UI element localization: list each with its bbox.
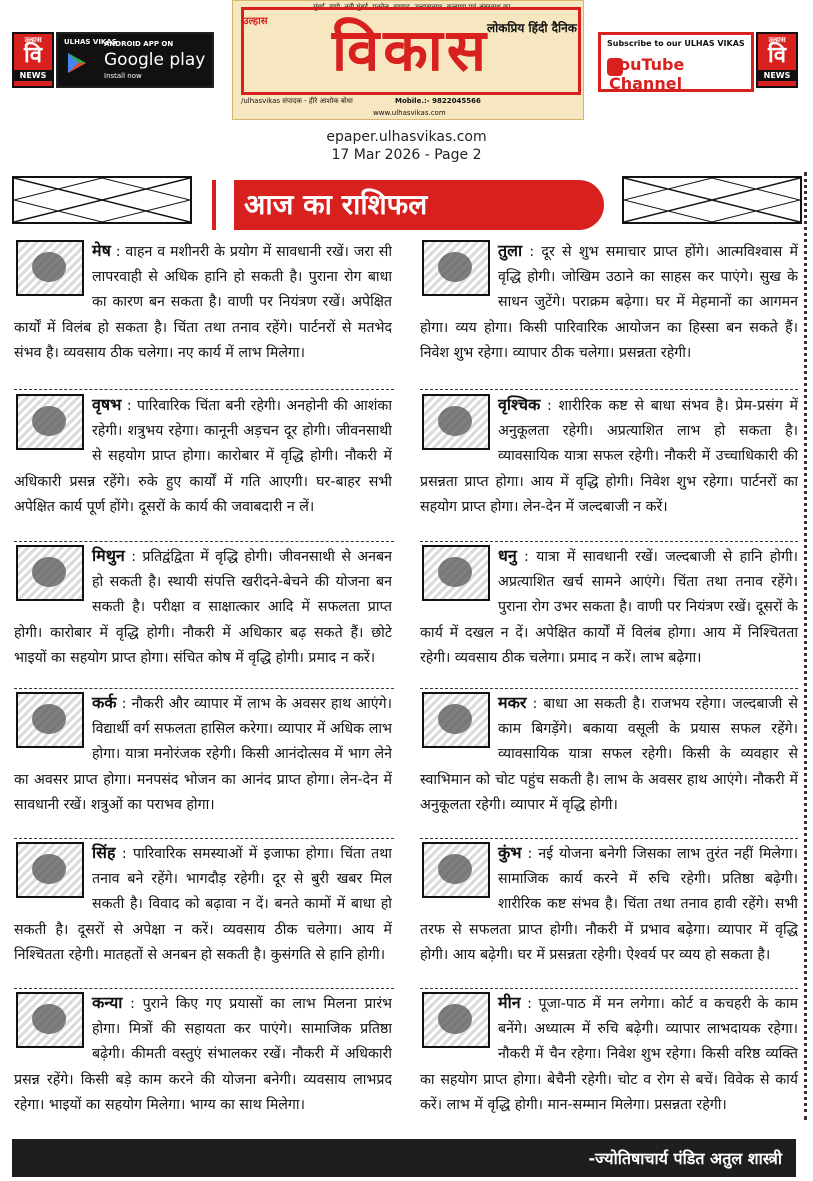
sign-name: वृषभ bbox=[92, 395, 122, 414]
horoscope-entry-meen: मीन : पूजा-पाठ में मन लगेगा। कोर्ट व कचहरी के काम बनेंगे। अध्यात्म में रुचि बढ़ेगी। व्यापार लाभदायक रहेगा। नौकरी में चैन रहेगा। निवेश शुभ रहेगा। किसी वरिष्ठ व्यक्ति का सहयोग प्राप्त होगा। बेचैनी रहेगी। चोट व रोग से बचें। विवेक से कार्य करें। लाभ में वृद्धि होगी। मान-सम्मान मिलेगा। प्रसन्नता रहेगी। bbox=[420, 993, 798, 1113]
sign-name: मकर bbox=[498, 693, 527, 712]
news-logo-left bbox=[12, 32, 54, 88]
entry-separator bbox=[14, 988, 394, 989]
sign-name: तुला bbox=[498, 241, 523, 260]
horoscope-entry-makar: मकर : बाधा आ सकती है। राजभय रहेगा। जल्दबाजी से काम बिगड़ेंगे। बकाया वसूली के प्रयास सफल रहेंगे। व्यावसायिक यात्रा सफल रहेगी। किसी के व्यवहार से स्वाभिमान को चोट पहुंच सकती है। लाभ के अवसर हाथ आएंगे। नौकरी में अनुकूलता रहेगी। व्यापार में वृद्धि होगी। bbox=[420, 693, 798, 813]
sign-text: प्रतिद्वंद्विता में वृद्धि होगी। जीवनसाथी से अनबन हो सकती है। स्थायी संपत्ति खरीदने-बेचने की योजना बन सकती है। परीक्षा व साक्षात्कार आदि में सफलता प्राप्त होगी। कारोबार में वृद्धि होगी। नौकरी में अधिकार बढ़ सकते हैं। छोटे भाइयों का सहयोग प्राप्त होगा। संचित कोष में वृद्धि होगी। प्रमाद न करें। bbox=[14, 549, 392, 666]
sign-text: वाहन व मशीनरी के प्रयोग में सावधानी रखें। जरा सी लापरवाही से अधिक हानि हो सकती है। पुराना रोग बाधा का कारण बन सकता है। वाणी पर नियंत्रण रखें। अपेक्षित कार्यों में विलंब हो सकता है। चिंता तथा तनाव रहेंगे। पार्टनरों से मतभेद संभव है। व्यवसाय ठीक चलेगा। नए कार्य में लाभ मिलेगा। bbox=[14, 244, 392, 361]
app-name-label: ULHAS VIKAS bbox=[64, 38, 117, 46]
sign-text: नई योजना बनेगी जिसका लाभ तुरंत नहीं मिलेगा। सामाजिक कार्य करने में रुचि रहेगी। प्रतिष्ठा बढ़ेगी। शारीरिक कष्ट संभव है। चिंता तथा तनाव हावी रहेंगे। सभी तरफ से सफलता प्राप्त होगी। नौकरी में प्रभाव बढ़ेगा। व्यापार में वृद्धि होगी। आय बढ़ेगी। घर में प्रसन्नता रहेगी। ऐश्वर्य पर व्यय हो सकता है। bbox=[420, 846, 798, 963]
aries-icon bbox=[16, 240, 84, 296]
news-logo-small-text: उल्हास bbox=[768, 36, 786, 44]
cancer-icon bbox=[16, 692, 84, 748]
sign-name: मिथुन bbox=[92, 546, 125, 565]
sign-text: नौकरी और व्यापार में लाभ के अवसर हाथ आएंगे। विद्यार्थी वर्ग सफलता हासिल करेगा। व्यापार में अधिक लाभ होगा। यात्रा मनोरंजक रहेगी। किसी आनंदोत्सव में भाग लेने का अवसर प्राप्त होगा। मनपसंद भोजन का आनंद प्राप्त होगा। लेन-देन में सावधानी रखें। शत्रुओं का पराभव होगा। bbox=[14, 696, 392, 813]
section-title-bar bbox=[212, 180, 604, 230]
sign-name: मेष bbox=[92, 241, 111, 260]
gemini-icon bbox=[16, 545, 84, 601]
cross-pattern-icon bbox=[14, 178, 190, 222]
sign-text: पारिवारिक समस्याओं में इजाफा होगा। चिंता तथा तनाव बने रहेंगे। भागदौड़ रहेगी। दूर से बुरी खबर मिल सकती है। विवाद को बढ़ावा न दें। बनते कामों में बाधा हो सकती है। दूसरों से अपेक्षा न करें। व्यवसाय ठीक चलेगा। आय में निश्चितता रहेगी। मातहतों से अनबन हो सकती है। कुसंगति से हानि होगी। bbox=[14, 846, 392, 963]
entry-separator bbox=[14, 688, 394, 689]
sign-name: मीन bbox=[498, 993, 521, 1012]
masthead-title: विकास bbox=[241, 7, 581, 95]
entry-separator bbox=[14, 838, 394, 839]
section-title: आज का राशिफल bbox=[244, 188, 428, 221]
masthead-tagline: लोकप्रिय हिंदी दैनिक bbox=[486, 21, 577, 35]
horoscope-entry-singh: सिंह : पारिवारिक समस्याओं में इजाफा होगा। चिंता तथा तनाव बने रहेंगे। भागदौड़ रहेगी। दूर से बुरी खबर मिल सकती है। विवाद को बढ़ावा न दें। बनते कामों में बाधा हो सकती है। दूसरों से अपेक्षा न करें। व्यवसाय ठीक चलेगा। आय में निश्चितता रहेगी। मातहतों से अनबन हो सकती है। कुसंगति से हानि होगी। bbox=[14, 843, 392, 963]
subscribe-label: Subscribe to our ULHAS VIKAS bbox=[607, 39, 745, 48]
google-play-label: Google play bbox=[104, 50, 206, 70]
horoscope-entry-tula: तुला : दूर से शुभ समाचार प्राप्त होंगे। आत्मविश्वास में वृद्धि होगी। जोखिम उठाने का साहस कर पाएंगे। सुख के साधन जुटेंगे। पराक्रम बढ़ेगा। घर में मेहमानों का आगमन होगा। व्यय होगा। किसी पारिवारिक आयोजन का हिस्सा बन सकते हैं। निवेश शुभ रहेगा। व्यापार ठीक चलेगा। प्रसन्नता रहेगी। bbox=[420, 241, 798, 361]
entry-separator bbox=[420, 988, 798, 989]
entry-separator bbox=[420, 541, 798, 542]
sign-name: कन्या bbox=[92, 993, 123, 1012]
sign-name: वृश्चिक bbox=[498, 395, 541, 414]
capricorn-icon bbox=[422, 692, 490, 748]
horoscope-entry-kumbh: कुंभ : नई योजना बनेगी जिसका लाभ तुरंत नहीं मिलेगा। सामाजिक कार्य करने में रुचि रहेगी। प्रतिष्ठा बढ़ेगी। शारीरिक कष्ट संभव है। चिंता तथा तनाव हावी रहेंगे। सभी तरफ से सफलता प्राप्त होगी। नौकरी में प्रभाव बढ़ेगा। व्यापार में वृद्धि होगी। आय बढ़ेगी। घर में प्रसन्नता रहेगी। ऐश्वर्य पर व्यय हो सकता है। bbox=[420, 843, 798, 963]
scorpio-icon bbox=[422, 394, 490, 450]
sign-text: पुराने किए गए प्रयासों का लाभ मिलना प्रारंभ होगा। मित्रों की सहायता कर पाएंगे। सामाजिक प्रतिष्ठा बढ़ेगी। कीमती वस्तुएं संभालकर रखें। नौकरी में अधिकारी प्रसन्न रहेंगे। किसी बड़े काम करने की योजना बनेगी। व्यवसाय लाभप्रद रहेगा। भाइयों का सहयोग मिलेगा। भाग्य का साथ मिलेगा। bbox=[14, 996, 392, 1113]
youtube-channel-label: YouTube Channel bbox=[609, 55, 685, 93]
decorative-box-left bbox=[12, 176, 192, 224]
masthead-contact-line bbox=[241, 97, 481, 106]
news-logo-news-text: NEWS bbox=[758, 70, 796, 81]
sign-name: धनु bbox=[498, 546, 517, 565]
youtube-channel-badge[interactable] bbox=[598, 32, 754, 92]
entry-separator bbox=[14, 541, 394, 542]
virgo-icon bbox=[16, 992, 84, 1048]
horoscope-entry-kanya: कन्या : पुराने किए गए प्रयासों का लाभ मिलना प्रारंभ होगा। मित्रों की सहायता कर पाएंगे। सामाजिक प्रतिष्ठा बढ़ेगी। कीमती वस्तुएं संभालकर रखें। नौकरी में अधिकारी प्रसन्न रहेंगे। किसी बड़े काम करने की योजना बनेगी। व्यवसाय लाभप्रद रहेगा। भाइयों का सहयोग मिलेगा। भाग्य का साथ मिलेगा। bbox=[14, 993, 392, 1113]
sign-name: कुंभ bbox=[498, 843, 522, 862]
horoscope-entry-dhanu: धनु : यात्रा में सावधानी रखें। जल्दबाजी से हानि होगी। अप्रत्याशित खर्च सामने आएंगे। चिंता तथा तनाव रहेंगे। पुराना रोग उभर सकता है। वाणी पर नियंत्रण रखें। दूसरों के कार्य में दखल न दें। अपेक्षित कार्यों में विलंब होगा। आय में निश्चितता रहेगी। व्यवसाय ठीक चलेगा। प्रमाद न करें। लाभ बढ़ेगा। bbox=[420, 546, 798, 666]
cross-pattern-icon bbox=[624, 178, 800, 222]
masthead-mobile: Mobile.:- 9822045566 bbox=[395, 97, 481, 105]
play-store-icon bbox=[66, 51, 88, 75]
decorative-box-right bbox=[622, 176, 802, 224]
edition-date-page: 17 Mar 2026 - Page 2 bbox=[331, 147, 482, 163]
horoscope-entry-mithun: मिथुन : प्रतिद्वंद्विता में वृद्धि होगी। जीवनसाथी से अनबन हो सकती है। स्थायी संपत्ति खरीदने-बेचने की योजना बन सकती है। परीक्षा व साक्षात्कार आदि में सफलता प्राप्त होगी। कारोबार में वृद्धि होगी। नौकरी में अधिकार बढ़ सकते हैं। छोटे भाइयों का सहयोग प्राप्त होगा। संचित कोष में वृद्धि होगी। प्रमाद न करें। bbox=[14, 546, 392, 666]
sign-text: पूजा-पाठ में मन लगेगा। कोर्ट व कचहरी के काम बनेंगे। अध्यात्म में रुचि बढ़ेगी। व्यापार लाभदायक रहेगा। नौकरी में चैन रहेगा। निवेश शुभ रहेगा। किसी वरिष्ठ व्यक्ति का सहयोग प्राप्त होगा। बेचैनी रहेगी। चोट व रोग से बचें। विवेक से कार्य करें। लाभ में वृद्धि होगी। मान-सम्मान मिलेगा। प्रसन्नता रहेगी। bbox=[420, 996, 798, 1113]
entry-separator bbox=[420, 838, 798, 839]
android-app-label: ANDROID APP ON bbox=[104, 40, 174, 48]
news-logo-big-text: वि bbox=[24, 43, 42, 68]
horoscope-entry-vrishabh: वृषभ : पारिवारिक चिंता बनी रहेगी। अनहोनी की आशंका रहेगी। शत्रुभय रहेगा। कानूनी अड़चन दूर होगी। जीवनसाथी से सहयोग प्राप्त होगा। कारोबार में वृद्धि होगी। नौकरी में अधिकारी प्रसन्न रहेंगे। रुके हुए कार्यों में गति आएगी। घर-बाहर सभी अपेक्षित कार्य पूर्ण होंगे। दूसरों के कार्य की जवाबदारी न लें। bbox=[14, 395, 392, 515]
sign-text: बाधा आ सकती है। राजभय रहेगा। जल्दबाजी से काम बिगड़ेंगे। बकाया वसूली के प्रयास सफल रहेंगे। व्यावसायिक यात्रा सफल रहेगी। किसी के व्यवहार से स्वाभिमान को चोट पहुंच सकती है। लाभ के अवसर हाथ आएंगे। नौकरी में अनुकूलता रहेगी। व्यापार में वृद्धि होगी। bbox=[420, 696, 798, 813]
leo-icon bbox=[16, 842, 84, 898]
title-stripe bbox=[212, 180, 234, 230]
horoscope-entry-kark: कर्क : नौकरी और व्यापार में लाभ के अवसर हाथ आएंगे। विद्यार्थी वर्ग सफलता हासिल करेगा। व्यापार में अधिक लाभ होगा। यात्रा मनोरंजक रहेगी। किसी आनंदोत्सव में भाग लेने का अवसर प्राप्त होगा। मनपसंद भोजन का आनंद प्राप्त होगा। लेन-देन में सावधानी रखें। शत्रुओं का पराभव होगा। bbox=[14, 693, 392, 813]
horoscope-entry-mesh: मेष : वाहन व मशीनरी के प्रयोग में सावधानी रखें। जरा सी लापरवाही से अधिक हानि हो सकती है। पुराना रोग बाधा का कारण बन सकता है। वाणी पर नियंत्रण रखें। अपेक्षित कार्यों में विलंब हो सकता है। चिंता तथा तनाव रहेंगे। पार्टनरों से मतभेद संभव है। व्यवसाय ठीक चलेगा। नए कार्य में लाभ मिलेगा। bbox=[14, 241, 392, 361]
sign-text: यात्रा में सावधानी रखें। जल्दबाजी से हानि होगी। अप्रत्याशित खर्च सामने आएंगे। चिंता तथा तनाव रहेंगे। पुराना रोग उभर सकता है। वाणी पर नियंत्रण रखें। दूसरों के कार्य में दखल न दें। अपेक्षित कार्यों में विलंब होगा। आय में निश्चितता रहेगी। व्यवसाय ठीक चलेगा। प्रमाद न करें। लाभ बढ़ेगा। bbox=[420, 549, 798, 666]
sign-text: दूर से शुभ समाचार प्राप्त होंगे। आत्मविश्वास में वृद्धि होगी। जोखिम उठाने का साहस कर पाएंगे। सुख के साधन जुटेंगे। पराक्रम बढ़ेगा। घर में मेहमानों का आगमन होगा। व्यय होगा। किसी पारिवारिक आयोजन का हिस्सा बन सकते हैं। निवेश शुभ रहेगा। व्यापार ठीक चलेगा। प्रसन्नता रहेगी। bbox=[420, 244, 798, 361]
news-logo-big-text: वि bbox=[768, 43, 786, 68]
horoscope-entry-vrishchik: वृश्चिक : शारीरिक कष्ट से बाधा संभव है। प्रेम-प्रसंग में अनुकूलता रहेगी। अप्रत्याशित लाभ हो सकता है। व्यावसायिक यात्रा सफल रहेगी। नौकरी में उच्चाधिकारी की प्रसन्नता प्राप्त होगा। आय में वृद्धि होगी। निवेश शुभ रहेगा। पार्टनरों का सहयोग प्राप्त होगा। लेन-देन में जल्दबाजी न करें। bbox=[420, 395, 798, 515]
google-play-badge[interactable] bbox=[56, 32, 214, 88]
news-logo-news-text: NEWS bbox=[14, 70, 52, 81]
masthead-cities: मुंबई, ठाणे, नवी मुंबई, पनवेल, रायगढ़, उल्हासनगर, कल्याण एवं अंबरनाथ का bbox=[313, 3, 511, 11]
masthead-small-title: उल्हास bbox=[243, 16, 268, 27]
entry-separator bbox=[420, 688, 798, 689]
epaper-site: epaper.ulhasvikas.com bbox=[326, 129, 487, 145]
install-now-label: Install now bbox=[104, 72, 142, 80]
page-edge-dots bbox=[804, 172, 807, 1120]
libra-icon bbox=[422, 240, 490, 296]
entry-separator bbox=[420, 389, 798, 390]
news-logo-small-text: उल्हास bbox=[24, 36, 42, 44]
author-byline: -ज्योतिषाचार्य पंडित अतुल शास्त्री bbox=[588, 1149, 782, 1168]
news-logo-right bbox=[756, 32, 798, 88]
author-footer bbox=[12, 1139, 796, 1177]
sign-name: कर्क bbox=[92, 693, 117, 712]
entry-separator bbox=[14, 389, 394, 390]
pisces-icon bbox=[422, 992, 490, 1048]
masthead bbox=[232, 0, 584, 120]
aquarius-icon bbox=[422, 842, 490, 898]
sign-name: सिंह bbox=[92, 843, 116, 862]
masthead-website: www.ulhasvikas.com bbox=[373, 109, 446, 117]
sagittarius-icon bbox=[422, 545, 490, 601]
masthead-editor: /ulhasvikas संपादक - हीरे आशोक बोधा bbox=[241, 97, 353, 105]
sign-text: पारिवारिक चिंता बनी रहेगी। अनहोनी की आशंका रहेगी। शत्रुभय रहेगा। कानूनी अड़चन दूर होगी। जीवनसाथी से सहयोग प्राप्त होगा। कारोबार में वृद्धि होगी। नौकरी में अधिकारी प्रसन्न रहेंगे। रुके हुए कार्यों में गति आएगी। घर-बाहर सभी अपेक्षित कार्य पूर्ण होंगे। दूसरों के कार्य की जवाबदारी न लें। bbox=[14, 398, 392, 515]
taurus-icon bbox=[16, 394, 84, 450]
sign-text: शारीरिक कष्ट से बाधा संभव है। प्रेम-प्रसंग में अनुकूलता रहेगी। अप्रत्याशित लाभ हो सकता है। व्यावसायिक यात्रा सफल रहेगी। नौकरी में उच्चाधिकारी की प्रसन्नता प्राप्त होगा। आय में वृद्धि होगी। निवेश शुभ रहेगा। पार्टनरों का सहयोग प्राप्त होगा। लेन-देन में जल्दबाजी न करें। bbox=[420, 398, 798, 515]
